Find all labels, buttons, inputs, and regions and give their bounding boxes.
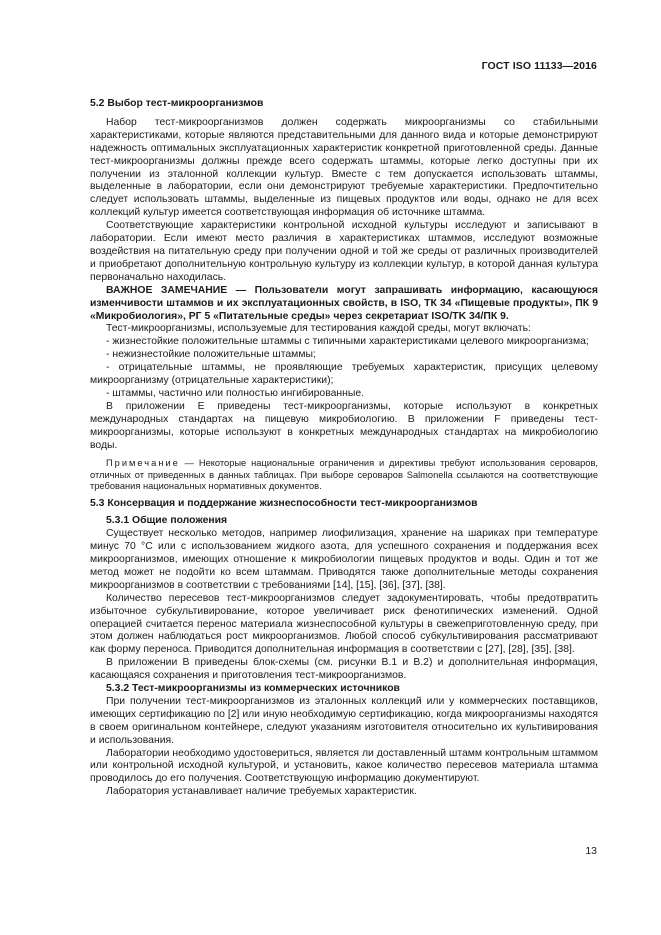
list-item: - нежизнестойкие положительные штаммы;: [106, 349, 316, 361]
important-note: ВАЖНОЕ ЗАМЕЧАНИЕ — Пользователи могут запрашивать информацию, касающуюся изменчивости штаммов и их эксплуатационных свойств, в ISO, ТК 34 «Пищевые продукты», ПК 9 «Микробиология», РГ 5 «Питательные среды» через секретариат ISO/TK 34/ПК 9.: [90, 284, 598, 322]
section-heading-5-3: 5.3 Консервация и поддержание жизнеспособности тест-микроорганизмов: [90, 498, 478, 510]
list-item: - отрицательные штаммы, не проявляющие требуемых характеристик, присущих целевому микроорганизму (отрицательные характеристики);: [90, 362, 598, 387]
paragraph: В приложении В приведены блок-схемы (см. рисунки В.1 и В.2) и дополнительная информация, касающаяся сохранения и приготовления тест-микроорганизмов.: [90, 657, 598, 682]
subsection-heading-5-3-2: 5.3.2 Тест-микроорганизмы из коммерческих источников: [106, 683, 400, 695]
paragraph: Тест-микроорганизмы, используемые для тестирования каждой среды, могут включать:: [106, 323, 531, 335]
page-number: 13: [585, 845, 597, 857]
paragraph: При получении тест-микроорганизмов из эталонных коллекций или у коммерческих поставщиков, имеющих сертификацию по [2] или иную необходимую сертификацию, когда микроорганизмы находятся в своем оригинальном контейнере, следуют указаниям изготовителя относительно их культивирования и использования.: [90, 695, 598, 746]
note-text: — Некоторые национальные ограничения и директивы требуют использования сероваров, отличных от приведенных в данных таблицах. При выборе сероваров Salmonella ссылаются на соответствующие требования национальных нормативных документов.: [90, 458, 598, 492]
list-item: - жизнестойкие положительные штаммы с типичными характеристиками целевого микроорганизма;: [106, 336, 589, 348]
paragraph: Существует несколько методов, например лиофилизация, хранение на шариках при температуре минус 70 °С или с использованием жидкого азота, для успешного сохранения и поддержания всех микроорганизмов, имеющих отношение к микробиологии пищевых продуктов и воды. Один и тот же метод может не подойти ко всем штаммам. Приводятся также дополнительные методы сохранения микроорганизмов в соответствии с требованиями [14], [15], [36], [37], [38].: [90, 528, 598, 591]
paragraph: Лаборатория устанавливает наличие требуемых характеристик.: [106, 786, 417, 798]
note: [90, 458, 598, 492]
subsection-heading-5-3-1: 5.3.1 Общие положения: [106, 515, 228, 527]
test-organisms-list: [90, 336, 598, 401]
standard-designation: ГОСТ ISO 11133—2016: [481, 60, 597, 72]
list-item: - штаммы, частично или полностью ингибированные.: [106, 387, 365, 399]
paragraph: Набор тест-микроорганизмов должен содержать микроорганизмы со стабильными характеристиками, которые являются представительными для данного вида и которые демонстрируют надежность оптимальных эксплуатационных характеристик конкретной приготовленной среды. Данные тест-микроорганизмы должны прежде всего содержать штаммы, которые легко доступны при их получении из эталонной коллекции культур. Вместе с тем допускается использовать штаммы, выделенные в лаборатории, если они демонстрируют требуемые характеристики. Предпочтительно следует использовать штаммы, выделенные из пищевых продуктов или воды, однако не для всех коллекций культур имеется соответствующая информация об источнике штамма.: [90, 116, 598, 219]
section-heading-5-2: 5.2 Выбор тест-микроорганизмов: [90, 98, 264, 109]
note-label: Примечание: [106, 458, 180, 469]
paragraph: Соответствующие характеристики контрольной исходной культуры исследуют и записывают в лаборатории. Если имеют место различия в характеристиках штаммов, исследуют возможные воздействия на питательную среду при получении одной и той же среды от различных производителей и приобретают дополнительную контрольную культуру из коллекции культур, в которой данная культура первоначально находилась.: [90, 220, 598, 283]
paragraph: В приложении Е приведены тест-микроорганизмы, которые используют в конкретных международных стандартах на пищевую микробиологию. В приложении F приведены тест-микроорганизмы, которые используют в конкретных международных стандартах на микробиологию воды.: [90, 400, 598, 451]
document-body: [90, 96, 598, 799]
paragraph: Количество пересевов тест-микроорганизмов следует задокументировать, чтобы предотвратить избыточное субкультивирование, которое увеличивает риск фенотипических изменений. Одной операцией считается перенос материала жизнеспособной культуры в свежеприготовленную среду, при этом должен наблюдаться рост микроорганизмов. Любой способ субкультивирования рассматривают как форму переноса. Приводится дополнительная информация в соответствии с [27], [28], [35], [38].: [90, 592, 598, 656]
paragraph: Лаборатории необходимо удостовериться, является ли доставленный штамм контрольным штаммом или контрольной исходной культурой, и установить, какое количество пересевов материала штамма проводилось до его получения. Соответствующую информацию документируют.: [90, 747, 598, 785]
